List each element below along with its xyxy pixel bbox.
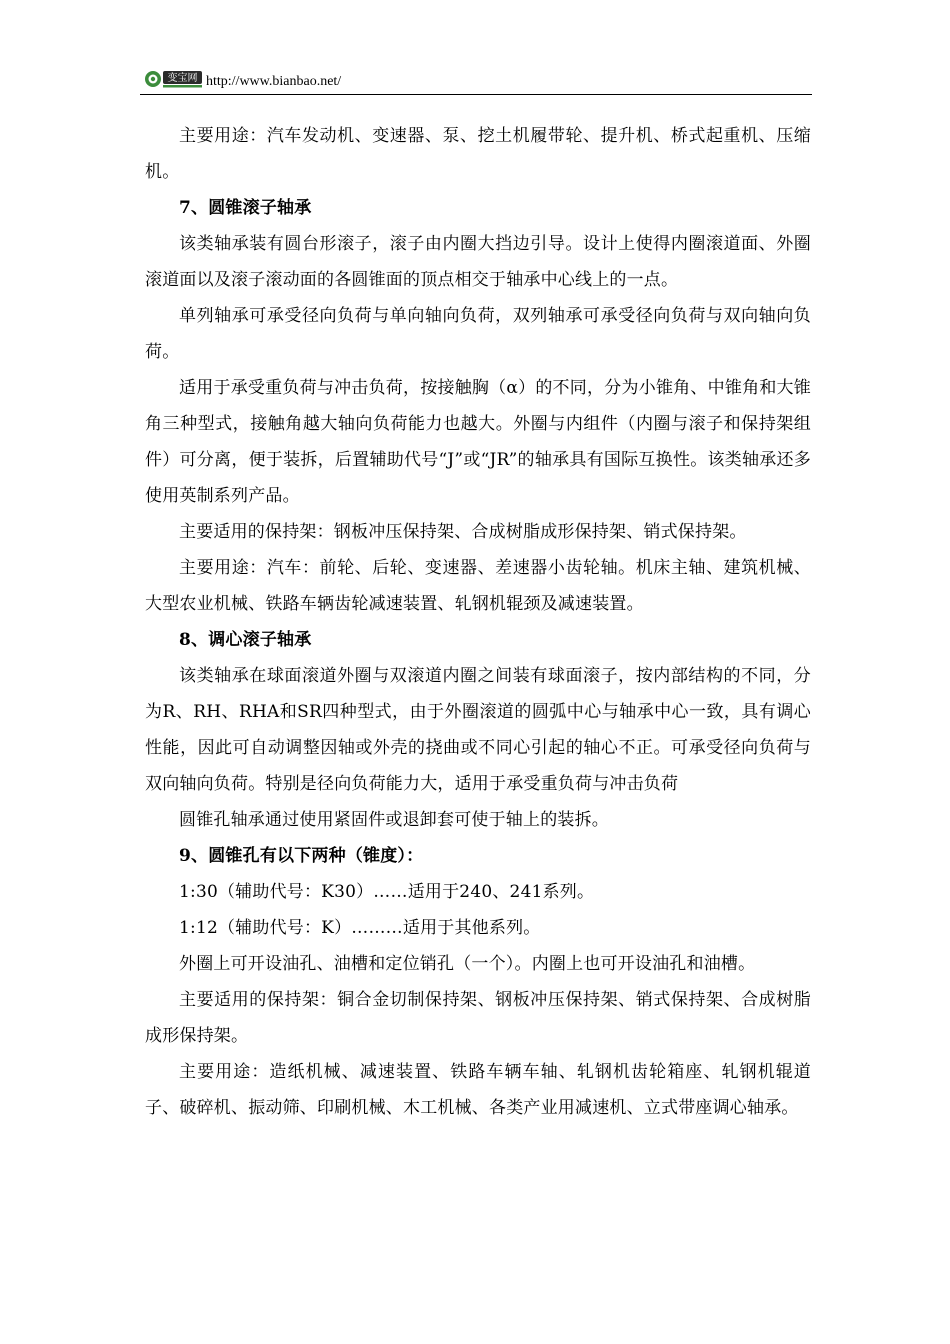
body-paragraph: 该类轴承在球面滚道外圈与双滚道内圈之间装有球面滚子，按内部结构的不同，分为R、RH、RHA和SR四种型式，由于外圈滚道的圆弧中心与轴承中心一致，具有调心性能，因此可自动调整因轴或外壳的挠曲或不同心引起的轴心不正。可承受径向负荷与双向轴向负荷。特别是径向负荷能力大，适用于承受重负荷与冲击负荷 xyxy=(145,666,811,794)
body-paragraph: 1:12（辅助代号：K）………适用于其他系列。 xyxy=(179,918,541,938)
body-paragraph: 1:30（辅助代号：K30）……适用于240、241系列。 xyxy=(179,882,595,902)
body-paragraph: 该类轴承装有圆台形滚子，滚子由内圈大挡边引导。设计上使得内圈滚道面、外圈滚道面以及滚子滚动面的各圆锥面的顶点相交于轴承中心线上的一点。 xyxy=(145,234,811,290)
body-paragraph: 圆锥孔轴承通过使用紧固件或退卸套可使于轴上的装拆。 xyxy=(179,810,609,830)
logo-text: 变宝网 xyxy=(167,73,198,84)
body-paragraph: 外圈上可开设油孔、油槽和定位销孔（一个）。内圈上也可开设油孔和油槽。 xyxy=(179,954,756,974)
body-paragraph: 单列轴承可承受径向负荷与单向轴向负荷，双列轴承可承受径向负荷与双向轴向负荷。 xyxy=(145,306,811,362)
document-body xyxy=(145,118,811,1126)
header-url[interactable]: http://www.bianbao.net/ xyxy=(206,74,342,89)
page-header xyxy=(140,66,812,95)
section-heading: 7、圆锥滚子轴承 xyxy=(179,198,312,218)
body-paragraph: 主要用途：汽车：前轮、后轮、变速器、差速器小齿轮轴。机床主轴、建筑机械、大型农业机械、铁路车辆齿轮减速装置、轧钢机辊颈及减速装置。 xyxy=(145,558,811,614)
section-heading: 9、圆锥孔有以下两种（锥度）： xyxy=(179,846,424,866)
body-paragraph: 适用于承受重负荷与冲击负荷，按接触胸（α）的不同，分为小锥角、中锥角和大锥角三种型式，接触角越大轴向负荷能力也越大。外圈与内组件（内圈与滚子和保持架组件）可分离，便于装拆，后置辅助代号“J”或“JR”的轴承具有国际互换性。该类轴承还多使用英制系列产品。 xyxy=(145,378,811,506)
body-paragraph: 主要用途：造纸机械、减速装置、铁路车辆车轴、轧钢机齿轮箱座、轧钢机辊道子、破碎机、振动筛、印刷机械、木工机械、各类产业用减速机、立式带座调心轴承。 xyxy=(145,1062,811,1118)
body-paragraph: 主要适用的保持架：钢板冲压保持架、合成树脂成形保持架、销式保持架。 xyxy=(179,522,747,542)
bianbao-logo xyxy=(144,68,204,90)
body-paragraph: 主要用途：汽车发动机、变速器、泵、挖土机履带轮、提升机、桥式起重机、压缩机。 xyxy=(145,126,811,182)
body-paragraph: 主要适用的保持架：铜合金切制保持架、钢板冲压保持架、销式保持架、合成树脂成形保持架。 xyxy=(145,990,811,1046)
section-heading: 8、调心滚子轴承 xyxy=(179,630,312,650)
